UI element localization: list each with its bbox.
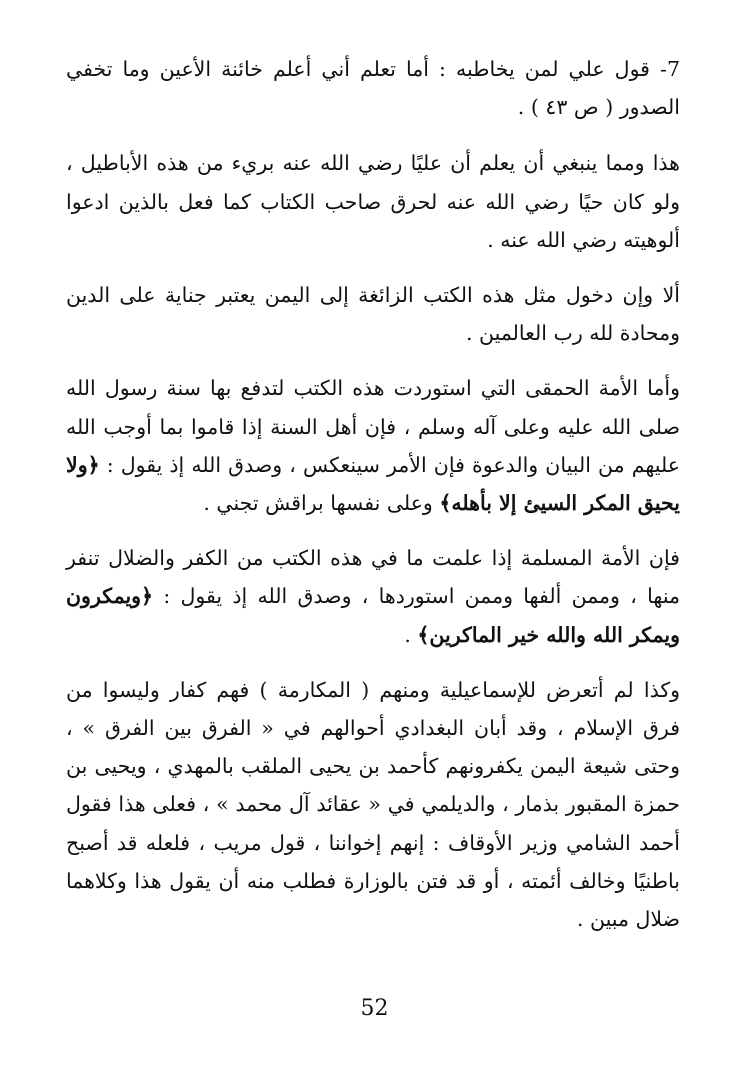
- paragraph-text: وأما الأمة الحمقى التي استوردت هذه الكتب لتدفع بها سنة رسول الله صلى الله عليه وعلى آله وسلم ، فإن أهل السنة إذا قاموا بما أوجب الله عليهم من البيان والدعوة فإن الأمر سينعكس ، وصدق الله إذ يقول :: [66, 376, 680, 477]
- quran-verse: ﴿ولا يحيق المكر السيئ إلا بأهله﴾: [66, 452, 680, 516]
- paragraph-text: .: [404, 622, 418, 647]
- paragraph-text: هذا ومما ينبغي أن يعلم أن عليًا رضي الله عنه بريء من هذه الأباطيل ، ولو كان حيًا رضي الله عنه لحرق صاحب الكتاب كما فعل بالذين ادعوا ألوهيته رضي الله عنه .: [66, 151, 680, 252]
- paragraph-muslim-nation: [66, 539, 680, 654]
- paragraph-ismailis: [66, 671, 680, 938]
- page-number: 52: [360, 996, 389, 1021]
- paragraph-text: فإن الأمة المسلمة إذا علمت ما في هذه الكتب من الكفر والضلال تنفر منها ، وممن ألفها وممن استوردها ، وصدق الله إذ يقول :: [66, 546, 680, 609]
- paragraph-item-7: [66, 50, 680, 126]
- paragraph-text: وعلى نفسها براقش تجني .: [203, 491, 440, 516]
- paragraph-ali-innocence: [66, 144, 680, 259]
- paragraph-text: ألا وإن دخول مثل هذه الكتب الزائغة إلى اليمن يعتبر جناية على الدين ومحادة لله رب العالمين .: [66, 283, 680, 346]
- paragraph-books-yemen: [66, 276, 680, 352]
- paragraph-text: 7- قول علي لمن يخاطبه : أما تعلم أني أعلم خائنة الأعين وما تخفي الصدور ( ص ٤٣ ) .: [66, 57, 680, 120]
- quran-verse: ﴿ويمكرون ويمكر الله والله خير الماكرين﴾: [66, 584, 680, 647]
- page-body: [66, 50, 680, 955]
- paragraph-foolish-nation: [66, 369, 680, 522]
- paragraph-text: وكذا لم أتعرض للإسماعيلية ومنهم ( المكارمة ) فهم كفار وليسوا من فرق الإسلام ، وقد أبان البغدادي أحوالهم في « الفرق بين الفرق » ، وحتى شيعة اليمن يكفرونهم كأحمد بن يحيى الملقب بالمهدي ، ويحيى بن حمزة المقبور بذمار ، والديلمي في « عقائد آل محمد » ، فعلى هذا فقول أحمد الشامي وزير الأوقاف : إنهم إخواننا ، قول مريب ، فلعله قد أصبح باطنيًا وخالف أئمته ، أو قد فتن بالوزارة فطلب منه أن يقول هذا وكلاهما ضلال مبين .: [66, 677, 680, 932]
